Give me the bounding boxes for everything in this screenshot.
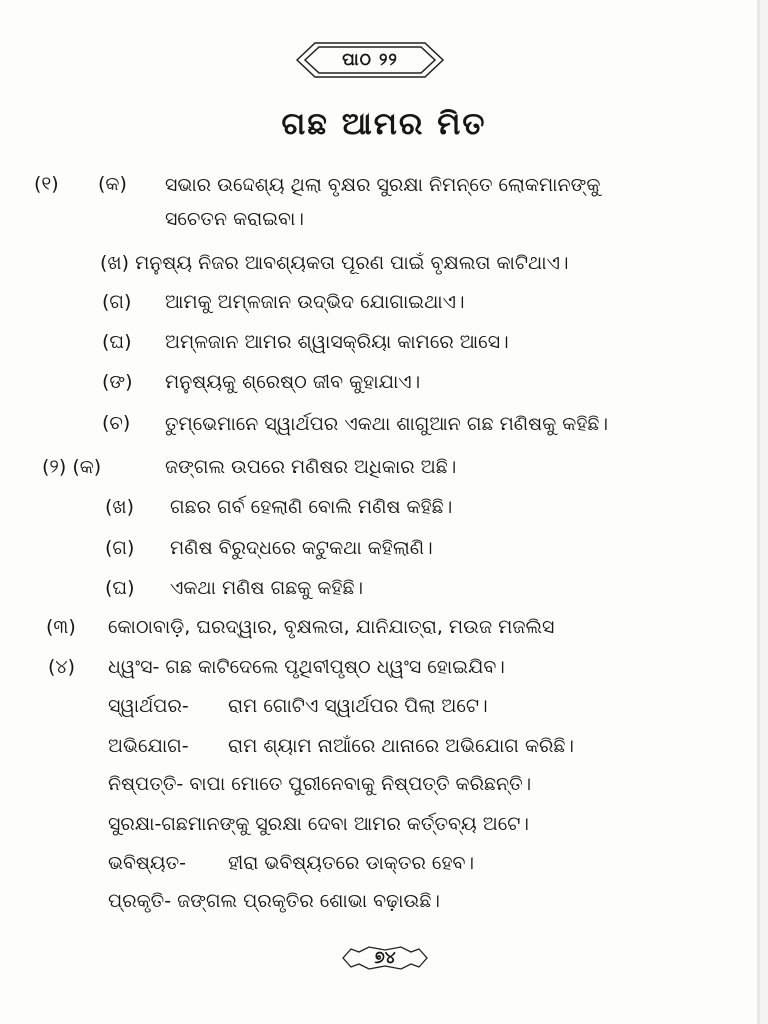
q2-gha: ଏକଥା ମଣିଷ ଗଛକୁ କହିଛି। — [170, 577, 364, 599]
page-number: ୭୪ — [374, 948, 396, 968]
q4-line6-text: ହୀରା ଭବିଷ୍ୟତରେ ଡାକ୍ତର ହେବ। — [228, 852, 475, 874]
page-edge — [760, 0, 768, 1024]
q2-gha-marker: (ଘ) — [105, 577, 135, 599]
q1-ka-line1: ସଭାର ଉଦ୍ଦେଶ୍ୟ ଥିଲା ବୃକ୍ଷର ସୁରକ୍ଷା ନିମନ୍ତେ ଲୋକମାନଙ୍କୁ — [165, 174, 601, 196]
lesson-badge — [295, 40, 445, 80]
q2-ga-marker: (ଗ) — [105, 537, 135, 559]
q3-number: (୩) — [46, 616, 76, 638]
q4-line3-word: ଅଭିଯୋଗ- — [108, 735, 189, 757]
q4-line3-text: ରାମ ଶ୍ୟାମ ନାଆଁରେ ଥାନାରେ ଅଭିଯୋଗ କରିଛି। — [228, 735, 574, 757]
q4-line2-text: ରାମ ଗୋଟିଏ ସ୍ୱାର୍ଥପର ପିଲା ଅଟେ। — [228, 695, 488, 717]
q1-nga-marker: (ଙ) — [102, 371, 133, 393]
q1-cha: ତୁମ୍ଭେମାନେ ସ୍ୱାର୍ଥପର ଏକଥା ଶାଗୁଆନ ଗଛ ମଣିଷକୁ କହିଛି। — [165, 413, 608, 435]
q1-nga: ମନୁଷ୍ୟକୁ ଶ୍ରେଷ୍ଠ ଜୀବ କୁହାଯାଏ। — [165, 371, 421, 393]
page-title: ଗଛ ଆମର ମିତ — [281, 106, 487, 142]
q1-ka-line2: ସଚେତନ କରାଇବା। — [165, 208, 304, 230]
q1-cha-marker: (ଚ) — [102, 412, 131, 434]
q4-line1: ଧ୍ୱଂସ- ଗଛ କାଟିଦେଲେ ପୃଥିବୀପୃଷ୍ଠ ଧ୍ୱଂସ ହୋଇଯିବ। — [108, 656, 505, 678]
q1-gha: ଅମ୍ଳଜାନ ଆମର ଶ୍ୱାସକ୍ରିୟା କାମରେ ଆସେ। — [165, 331, 509, 353]
q2-number: (୨) (କ) — [42, 456, 102, 478]
q4-line6-word: ଭବିଷ୍ୟତ- — [108, 852, 187, 874]
q1-number: (୧) — [34, 173, 59, 195]
q1-gha-marker: (ଘ) — [102, 331, 132, 353]
page-number-badge — [335, 940, 435, 976]
q4-line5: ସୁରକ୍ଷା-ଗଛମାନଙ୍କୁ ସୁରକ୍ଷା ଦେବା ଆମର କର୍ତ୍ତବ୍ୟ ଅଟେ। — [108, 813, 529, 835]
q1-ga: ଆମକୁ ଅମ୍ଳଜାନ ଉଦ୍ଭିଦ ଯୋଗାଇଥାଏ। — [165, 291, 465, 313]
q2-ga: ମଣିଷ ବିରୁଦ୍ଧରେ କଟୁକଥା କହିଲାଣି। — [170, 537, 433, 559]
q1-kha: (ଖ) ମନୁଷ୍ୟ ନିଜର ଆବଶ୍ୟକତା ପୂରଣ ପାଇଁ ବୃକ୍ଷଲତା କାଟିଥାଏ। — [100, 252, 569, 274]
q4-line7: ପ୍ରକୃତି- ଜଙ୍ଗଲ ପ୍ରକୃତିର ଶୋଭା ବଢ଼ାଉଛି। — [108, 890, 440, 912]
page-edge-line — [757, 0, 760, 1024]
q2-ka: ଜଙ୍ଗଲ ଉପରେ ମଣିଷର ଅଧିକାର ଅଛି। — [165, 456, 457, 478]
q4-line4: ନିଷ୍ପତ୍ତି- ବାପା ମୋତେ ପୁରୀନେବାକୁ ନିଷ୍ପତ୍ତି କରିଛନ୍ତି। — [108, 773, 532, 795]
q2-kha-marker: (ଖ) — [105, 496, 135, 518]
q4-number: (୪) — [48, 656, 76, 678]
q1-ga-marker: (ଗ) — [102, 291, 132, 313]
lesson-label: ପାଠ ୨୨ — [342, 50, 398, 70]
q1-ka-marker: (କ) — [98, 173, 127, 195]
q3-text: କୋଠାବାଡ଼ି, ଘରଦ୍ୱାର, ବୃକ୍ଷଲତା, ଯାନିଯାତ୍ରା, ମଉଜ ମଜଲିସ — [108, 616, 555, 638]
q2-kha: ଗଛର ଗର୍ବ ହେଲାଣି ବୋଲି ମଣିଷ କହିଛି। — [170, 496, 453, 518]
q4-line2-word: ସ୍ୱାର୍ଥପର- — [108, 695, 189, 717]
